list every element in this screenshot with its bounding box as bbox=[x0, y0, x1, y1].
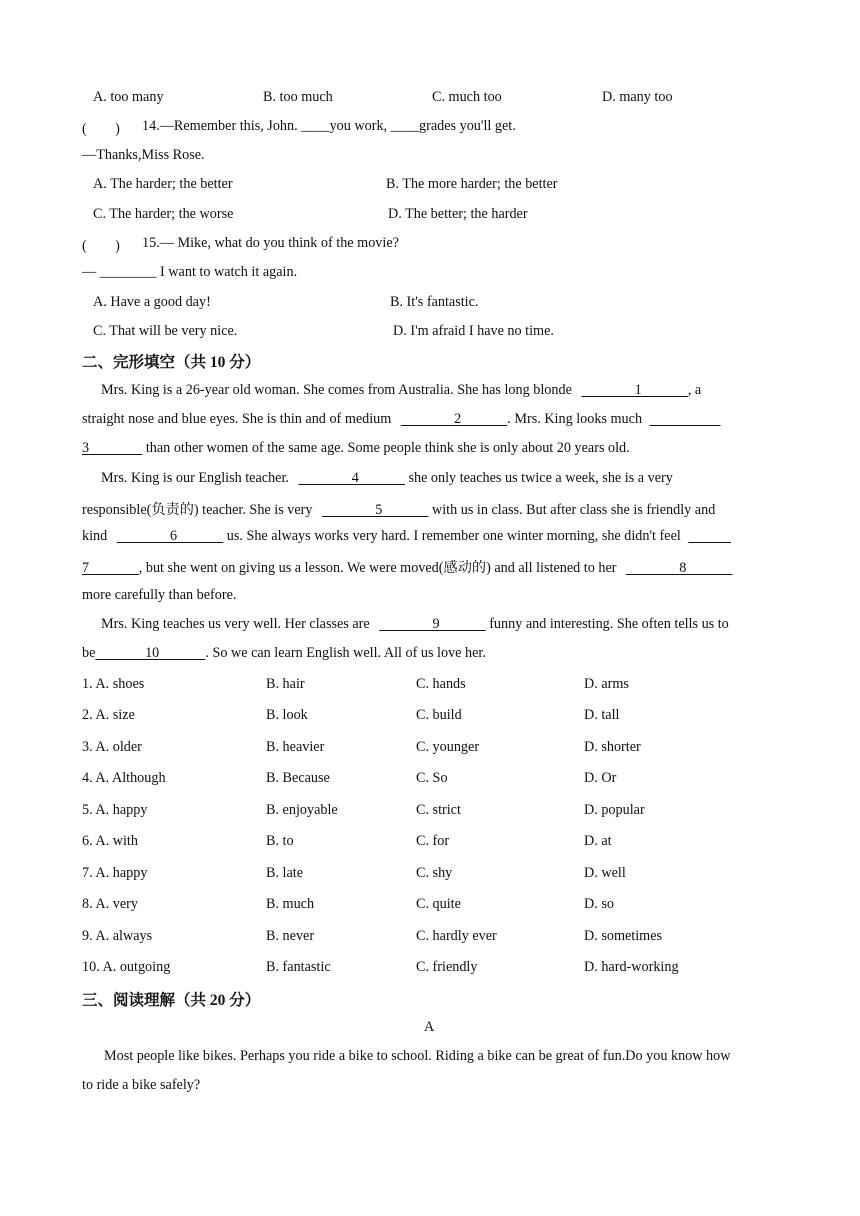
q15-option-d: D. I'm afraid I have no time. bbox=[393, 323, 554, 339]
choice-2d: D. tall bbox=[584, 707, 620, 723]
choice-6d: D. at bbox=[584, 833, 612, 849]
cloze-p2-line4 bbox=[82, 557, 732, 577]
cloze-text: Mrs. King teaches us very well. Her classes are bbox=[101, 616, 370, 632]
q14-stem: 14.—Remember this, John. ____you work, ____grades you'll get. bbox=[142, 118, 516, 134]
cloze-text: Mrs. King is a 26-year old woman. She comes from Australia. She has long blonde bbox=[101, 382, 572, 398]
choice-4a: 4. A. Although bbox=[82, 770, 166, 786]
choice-9a: 9. A. always bbox=[82, 928, 153, 944]
choice-8a: 8. A. very bbox=[82, 896, 138, 912]
cloze-blank-3: 3 bbox=[82, 440, 90, 456]
cloze-p2-line1 bbox=[101, 470, 673, 487]
q15-option-c: C. That will be very nice. bbox=[93, 323, 238, 339]
choice-5d: D. popular bbox=[584, 802, 645, 818]
q15-option-a: A. Have a good day! bbox=[93, 294, 211, 310]
cloze-text: straight nose and blue eyes. She is thin and of medium bbox=[82, 411, 392, 427]
q15-option-b: B. It's fantastic. bbox=[390, 294, 479, 310]
choice-9c: C. hardly ever bbox=[416, 928, 497, 944]
q14-option-c: C. The harder; the worse bbox=[93, 206, 234, 222]
choice-4b: B. Because bbox=[266, 770, 330, 786]
choice-10d: D. hard-working bbox=[584, 959, 679, 975]
cloze-text: than other women of the same age. Some people think she is only about 20 years old. bbox=[145, 440, 630, 456]
q13-option-c: C. much too bbox=[432, 89, 502, 105]
choice-2b: B. look bbox=[266, 707, 308, 723]
cloze-blank-6: 6 bbox=[169, 528, 178, 544]
cloze-blank-4: 4 bbox=[351, 470, 359, 486]
cloze-blank-1: 1 bbox=[634, 382, 642, 398]
q13-option-d: D. many too bbox=[602, 89, 673, 105]
cloze-text: be bbox=[82, 645, 96, 661]
cloze-text: , a bbox=[687, 382, 702, 398]
cloze-blank-7-start bbox=[688, 528, 731, 545]
cloze-text: kind bbox=[82, 528, 108, 544]
choice-1a: 1. A. shoes bbox=[82, 676, 145, 692]
choice-6a: 6. A. with bbox=[82, 833, 138, 849]
q14-option-d: D. The better; the harder bbox=[388, 206, 528, 222]
q15-stem: 15.— Mike, what do you think of the movie? bbox=[142, 235, 399, 251]
choice-7d: D. well bbox=[584, 865, 626, 881]
choice-8d: D. so bbox=[584, 896, 614, 912]
cloze-p1-line2 bbox=[82, 411, 721, 428]
reading-p1-line2: to ride a bike safely? bbox=[82, 1077, 201, 1093]
cloze-blank-2: 2 bbox=[454, 411, 462, 427]
cloze-text: with us in class. But after class she is friendly and bbox=[431, 502, 716, 518]
cloze-blank-5: 5 bbox=[375, 502, 383, 518]
choice-8c: C. quite bbox=[416, 896, 461, 912]
cloze-p2-line5 bbox=[82, 587, 236, 604]
cloze-text: . Mrs. King looks much bbox=[507, 411, 643, 427]
choice-3d: D. shorter bbox=[584, 739, 641, 755]
cloze-text: she only teaches us twice a week, she is a very bbox=[408, 470, 673, 486]
choice-6b: B. to bbox=[266, 833, 294, 849]
choice-7b: B. late bbox=[266, 865, 304, 881]
cloze-text: responsible(负责的) teacher. She is very bbox=[82, 502, 313, 518]
cloze-blank-9: 9 bbox=[432, 616, 440, 632]
choice-5a: 5. A. happy bbox=[82, 802, 148, 818]
q14-option-b: B. The more harder; the better bbox=[386, 176, 558, 192]
cloze-text: . So we can learn English well. All of us love her. bbox=[205, 645, 486, 661]
choice-9b: B. never bbox=[266, 928, 315, 944]
choice-3c: C. younger bbox=[416, 739, 480, 755]
cloze-text: us. She always works very hard. I remember one winter morning, she didn't feel bbox=[226, 528, 681, 544]
choice-4d: D. Or bbox=[584, 770, 617, 786]
choice-3a: 3. A. older bbox=[82, 739, 142, 755]
cloze-blank-8: 8 bbox=[679, 560, 687, 576]
choice-9d: D. sometimes bbox=[584, 928, 663, 944]
q14-option-a: A. The harder; the better bbox=[93, 176, 233, 192]
choice-1b: B. hair bbox=[266, 676, 305, 692]
q14-reply: —Thanks,Miss Rose. bbox=[82, 147, 205, 163]
cloze-p1-line3 bbox=[82, 440, 630, 457]
choice-1d: D. arms bbox=[584, 676, 629, 692]
choice-5c: C. strict bbox=[416, 802, 461, 818]
choice-3b: B. heavier bbox=[266, 739, 325, 755]
cloze-blank-7: 7 bbox=[82, 560, 90, 576]
cloze-text: funny and interesting. She often tells us to bbox=[489, 616, 729, 632]
cloze-p1-line1 bbox=[101, 382, 701, 399]
choice-5b: B. enjoyable bbox=[266, 802, 338, 818]
q15-answer-bracket: ( ) bbox=[82, 238, 120, 254]
section-3-heading: 三、阅读理解（共 20 分） bbox=[82, 992, 261, 1009]
cloze-text: more carefully than before. bbox=[82, 587, 237, 603]
cloze-blank-3-start bbox=[650, 411, 721, 428]
choice-2c: C. build bbox=[416, 707, 462, 723]
passage-label: A bbox=[424, 1019, 435, 1035]
reading-p1-line1: Most people like bikes. Perhaps you ride a bike to school. Riding a bike can be great of fun.Do you know how bbox=[104, 1048, 731, 1064]
choice-4c: C. So bbox=[416, 770, 448, 786]
choice-10a: 10. A. outgoing bbox=[82, 959, 171, 975]
section-2-heading: 二、完形填空（共 10 分） bbox=[82, 354, 261, 371]
cloze-text: Mrs. King is our English teacher. bbox=[101, 470, 289, 486]
choice-7c: C. shy bbox=[416, 865, 453, 881]
choice-8b: B. much bbox=[266, 896, 315, 912]
choice-10b: B. fantastic bbox=[266, 959, 331, 975]
cloze-p2-line3 bbox=[82, 528, 731, 545]
q15-reply: — ________ I want to watch it again. bbox=[82, 264, 298, 280]
cloze-p2-line2 bbox=[82, 499, 715, 519]
choice-7a: 7. A. happy bbox=[82, 865, 148, 881]
choice-1c: C. hands bbox=[416, 676, 466, 692]
q14-answer-bracket: ( ) bbox=[82, 121, 120, 137]
cloze-p3-line2 bbox=[82, 645, 486, 662]
q13-option-b: B. too much bbox=[263, 89, 333, 105]
q13-option-a: A. too many bbox=[93, 89, 164, 105]
cloze-blank-10: 10 bbox=[145, 645, 160, 661]
choice-2a: 2. A. size bbox=[82, 707, 135, 723]
cloze-text: , but she went on giving us a lesson. We were moved(感动的) and all listened to her bbox=[138, 560, 617, 576]
choice-6c: C. for bbox=[416, 833, 450, 849]
cloze-p3-line1 bbox=[101, 616, 729, 633]
choice-10c: C. friendly bbox=[416, 959, 478, 975]
